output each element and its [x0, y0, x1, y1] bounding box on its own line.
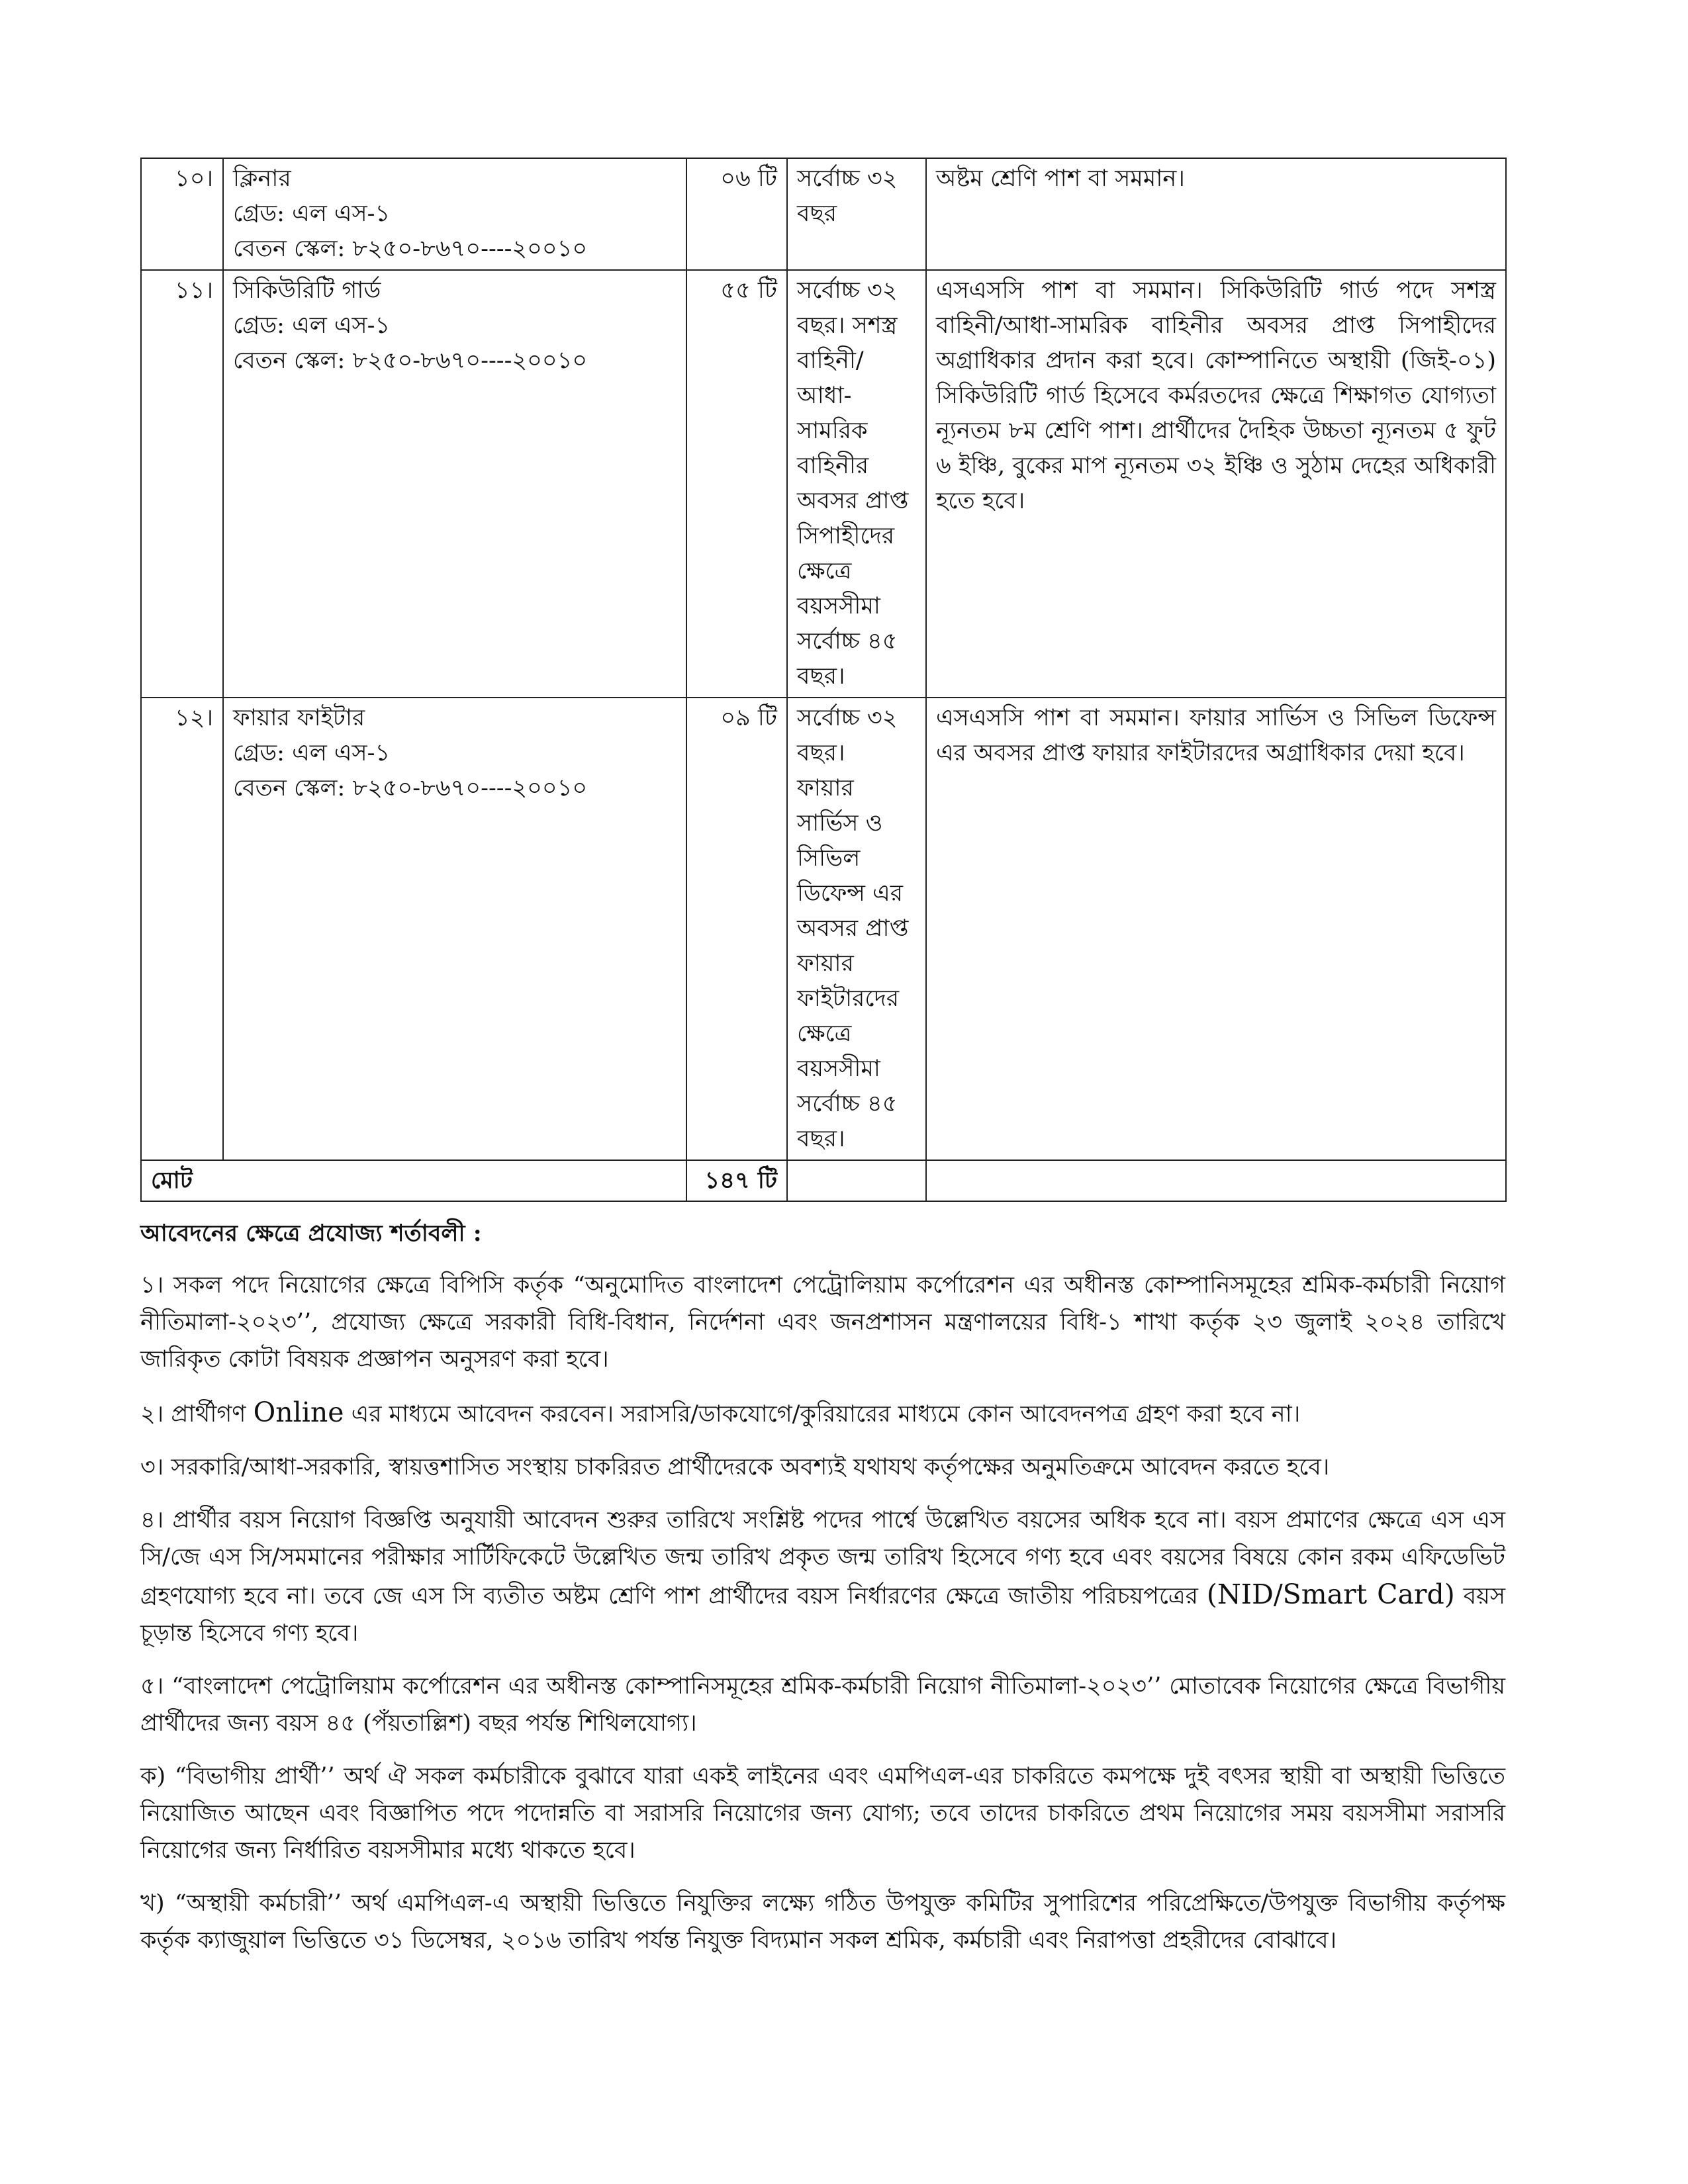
table-row — [141, 270, 1506, 698]
age-line: আধা- — [797, 383, 852, 409]
table-row — [141, 158, 1506, 270]
pay-scale: বেতন স্কেল: ৮২৫০-৮৬৭০----২০০১০ — [233, 775, 588, 801]
condition-2-text-a: ২। প্রার্থীগণ — [140, 1401, 254, 1428]
empty-cell — [926, 1160, 1506, 1201]
age-line: বছর। — [797, 740, 845, 766]
condition-4-nid: (NID/Smart Card) — [1206, 1578, 1455, 1610]
age-line: সার্ভিস ও — [797, 810, 883, 837]
age-line: সর্বোচ্চ ৩২ — [797, 705, 898, 731]
post-name: ক্লিনার — [233, 165, 291, 192]
condition-5: ৫। “বাংলাদেশ পেট্রোলিয়াম কর্পোরেশন এর অধীনস্ত কোম্পানিসমূহের শ্রমিক-কর্মচারী নিয়োগ নীতিমালা-২০২৩’’ মোতাবেক নিয়োগের ক্ষেত্রে বিভাগীয় প্রার্থীদের জন্য বয়স ৪৫ (পঁয়তাল্লিশ) বছর পর্যন্ত শিথিলযোগ্য। — [140, 1673, 1505, 1737]
qualification-cell: অষ্টম শ্রেণি পাশ বা সমমান। — [926, 158, 1506, 270]
age-line: অবসর প্রাপ্ত — [797, 915, 909, 942]
empty-cell — [787, 1160, 926, 1201]
condition-2 — [140, 1394, 1505, 1433]
age-line: বছর। — [797, 663, 845, 690]
serial-cell: ১০। — [141, 158, 223, 270]
condition-4-text-a: ৪। প্রার্থীর বয়স নিয়োগ বিজ্ঞপ্তি অনুযায়ী আবেদন শুরুর তারিখে সংশ্লিষ্ট পদের পার্শ্বে উল্লেখিত বয়সের অধিক হবে না। বয়স প্রমাণের ক্ষেত্রে এস এস সি/জে এস সি/সমমানের পরীক্ষার সার্টিফিকেটে উল্লেখিত জন্ম তারিখ প্রকৃত জন্ম তারিখ হিসেবে গণ্য হবে এবং বয়সের বিষয়ে কোন রকম এফিডেভিট গ্রহণযোগ্য হবে না। তবে জে এস সি ব্যতীত অষ্টম শ্রেণি পাশ প্রার্থীদের বয়স নির্ধারণের ক্ষেত্রে জাতীয় পরিচয়পত্রের — [140, 1507, 1505, 1610]
qualification-cell: এসএসসি পাশ বা সমমান। ফায়ার সার্ভিস ও সিভিল ডিফেন্স এর অবসর প্রাপ্ত ফায়ার ফাইটারদের অগ্রাধিকার দেয়া হবে। — [926, 698, 1506, 1160]
condition-4 — [140, 1502, 1505, 1652]
age-limit-cell — [787, 698, 926, 1160]
total-count: ১৪৭ টি — [686, 1160, 787, 1201]
condition-2-online: Online — [253, 1396, 344, 1428]
post-name: ফায়ার ফাইটার — [233, 705, 365, 731]
post-grade: গ্রেড: এল এস-১ — [233, 740, 391, 766]
post-name-cell — [223, 270, 686, 698]
age-line: বাহিনীর — [797, 453, 869, 479]
post-count-cell: ৫৫ টি — [686, 270, 787, 698]
age-line: সিভিল — [797, 845, 861, 872]
age-line: বছর — [797, 201, 837, 227]
total-row — [141, 1160, 1506, 1201]
condition-3: ৩। সরকারি/আধা-সরকারি, স্বায়ত্তশাসিত সংস্থায় চাকরিরত প্রার্থীদেরকে অবশ্যই যথাযথ কর্তৃপক্ষের অনুমতিক্রমে আবেদন করতে হবে। — [140, 1454, 1330, 1480]
post-count-cell: ০৯ টি — [686, 698, 787, 1160]
age-line: ফায়ার — [797, 775, 854, 801]
qualification-cell: এসএসসি পাশ বা সমমান। সিকিউরিটি গার্ড পদে সশস্ত্র বাহিনী/আধা-সামরিক বাহিনীর অবসর প্রাপ্ত সিপাহীদের অগ্রাধিকার প্রদান করা হবে। কোম্পানিতে অস্থায়ী (জিই-০১) সিকিউরিটি গার্ড হিসেবে কর্মরতদের ক্ষেত্রে শিক্ষাগত যোগ্যতা ন্যূনতম ৮ম শ্রেণি পাশ। প্রার্থীদের দৈহিক উচ্চতা ন্যূনতম ৫ ফুট ৬ ইঞ্চি, বুকের মাপ ন্যূনতম ৩২ ইঞ্চি ও সুঠাম দেহের অধিকারী হতে হবে। — [926, 270, 1506, 698]
age-line: সামরিক — [797, 418, 868, 444]
age-line: বাহিনী/ — [797, 347, 864, 374]
application-conditions — [140, 1216, 1505, 1959]
pay-scale: বেতন স্কেল: ৮২৫০-৮৬৭০----২০০১০ — [233, 347, 588, 374]
age-line: সর্বোচ্চ ৩২ — [797, 165, 898, 192]
pay-scale: বেতন স্কেল: ৮২৫০-৮৬৭০----২০০১০ — [233, 236, 588, 262]
age-line: ফায়ার — [797, 950, 854, 977]
age-line: সর্বোচ্চ ৪৫ — [797, 628, 898, 655]
condition-4-text-b: বয়স চূড়ান্ত হিসেবে গণ্য হবে। — [140, 1583, 1505, 1647]
age-line: বছর। — [797, 1126, 845, 1152]
age-line: ফাইটারদের — [797, 985, 900, 1012]
condition-5-a: ক) “বিভাগীয় প্রার্থী’’ অর্থ ঐ সকল কর্মচারীকে বুঝাবে যারা একই লাইনের এবং এমপিএল-এর চাকরিতে কমপক্ষে দুই বৎসর স্থায়ী বা অস্থায়ী ভিত্তিতে নিয়োজিত আছেন এবং বিজ্ঞাপিত পদে পদোন্নতি বা সরাসরি নিয়োগের জন্য যোগ্য; তবে তাদের চাকরিতে প্রথম নিয়োগের সময় বয়সসীমা সরাসরি নিয়োগের জন্য নির্ধারিত বয়সসীমার মধ্যে থাকতে হবে। — [140, 1763, 1505, 1864]
condition-5-b: খ) “অস্থায়ী কর্মচারী’’ অর্থ এমপিএল-এ অস্থায়ী ভিত্তিতে নিযুক্তির লক্ষ্যে গঠিত উপযুক্ত কমিটির সুপারিশের পরিপ্রেক্ষিতে/উপযুক্ত বিভাগীয় কর্তৃপক্ষ কর্তৃক ক্যাজুয়াল ভিত্তিতে ৩১ ডিসেম্বর, ২০১৬ তারিখ পর্যন্ত নিযুক্ত বিদ্যমান সকল শ্রমিক, কর্মচারী এবং নিরাপত্তা প্রহরীদের বোঝাবে। — [140, 1890, 1505, 1954]
serial-cell: ১১। — [141, 270, 223, 698]
post-count-cell: ০৬ টি — [686, 158, 787, 270]
post-grade: গ্রেড: এল এস-১ — [233, 312, 391, 339]
age-line: বয়সসীমা — [797, 1056, 880, 1082]
age-line: ক্ষেত্রে — [797, 558, 852, 584]
posts-table — [140, 158, 1507, 1202]
age-line: সিপাহীদের — [797, 523, 895, 549]
total-label: মোট — [141, 1160, 686, 1201]
age-line: সর্বোচ্চ ৪৫ — [797, 1091, 898, 1117]
age-line: ক্ষেত্রে — [797, 1021, 852, 1047]
condition-2-text-b: এর মাধ্যমে আবেদন করবেন। সরাসরি/ডাকযোগে/কুরিয়ারের মাধ্যমে কোন আবেদনপত্র গ্রহণ করা হবে না। — [344, 1401, 1301, 1428]
table-row — [141, 698, 1506, 1160]
age-limit-cell — [787, 158, 926, 270]
document-page — [140, 158, 1544, 1975]
age-line: বছর। সশস্ত্র — [797, 312, 898, 339]
age-line: ডিফেন্স এর — [797, 880, 903, 907]
post-name-cell — [223, 158, 686, 270]
age-line: বয়সসীমা — [797, 593, 880, 619]
age-line: সর্বোচ্চ ৩২ — [797, 277, 898, 304]
post-grade: গ্রেড: এল এস-১ — [233, 201, 391, 227]
post-name: সিকিউরিটি গার্ড — [233, 277, 381, 304]
serial-cell: ১২। — [141, 698, 223, 1160]
age-line: অবসর প্রাপ্ত — [797, 488, 909, 514]
post-name-cell — [223, 698, 686, 1160]
conditions-title: আবেদনের ক্ষেত্রে প্রযোজ্য শর্তাবলী : — [140, 1220, 482, 1247]
condition-1: ১। সকল পদে নিয়োগের ক্ষেত্রে বিপিসি কর্তৃক “অনুমোদিত বাংলাদেশ পেট্রোলিয়াম কর্পোরেশন এর অধীনস্ত কোম্পানিসমূহের শ্রমিক-কর্মচারী নিয়োগ নীতিমালা-২০২৩’’, প্রযোজ্য ক্ষেত্রে সরকারী বিধি-বিধান, নির্দেশনা এবং জনপ্রশাসন মন্ত্রণালয়ের বিধি-১ শাখা কর্তৃক ২৩ জুলাই ২০২৪ তারিখে জারিকৃত কোটা বিষয়ক প্রজ্ঞাপন অনুসরণ করা হবে। — [140, 1272, 1505, 1373]
age-limit-cell — [787, 270, 926, 698]
